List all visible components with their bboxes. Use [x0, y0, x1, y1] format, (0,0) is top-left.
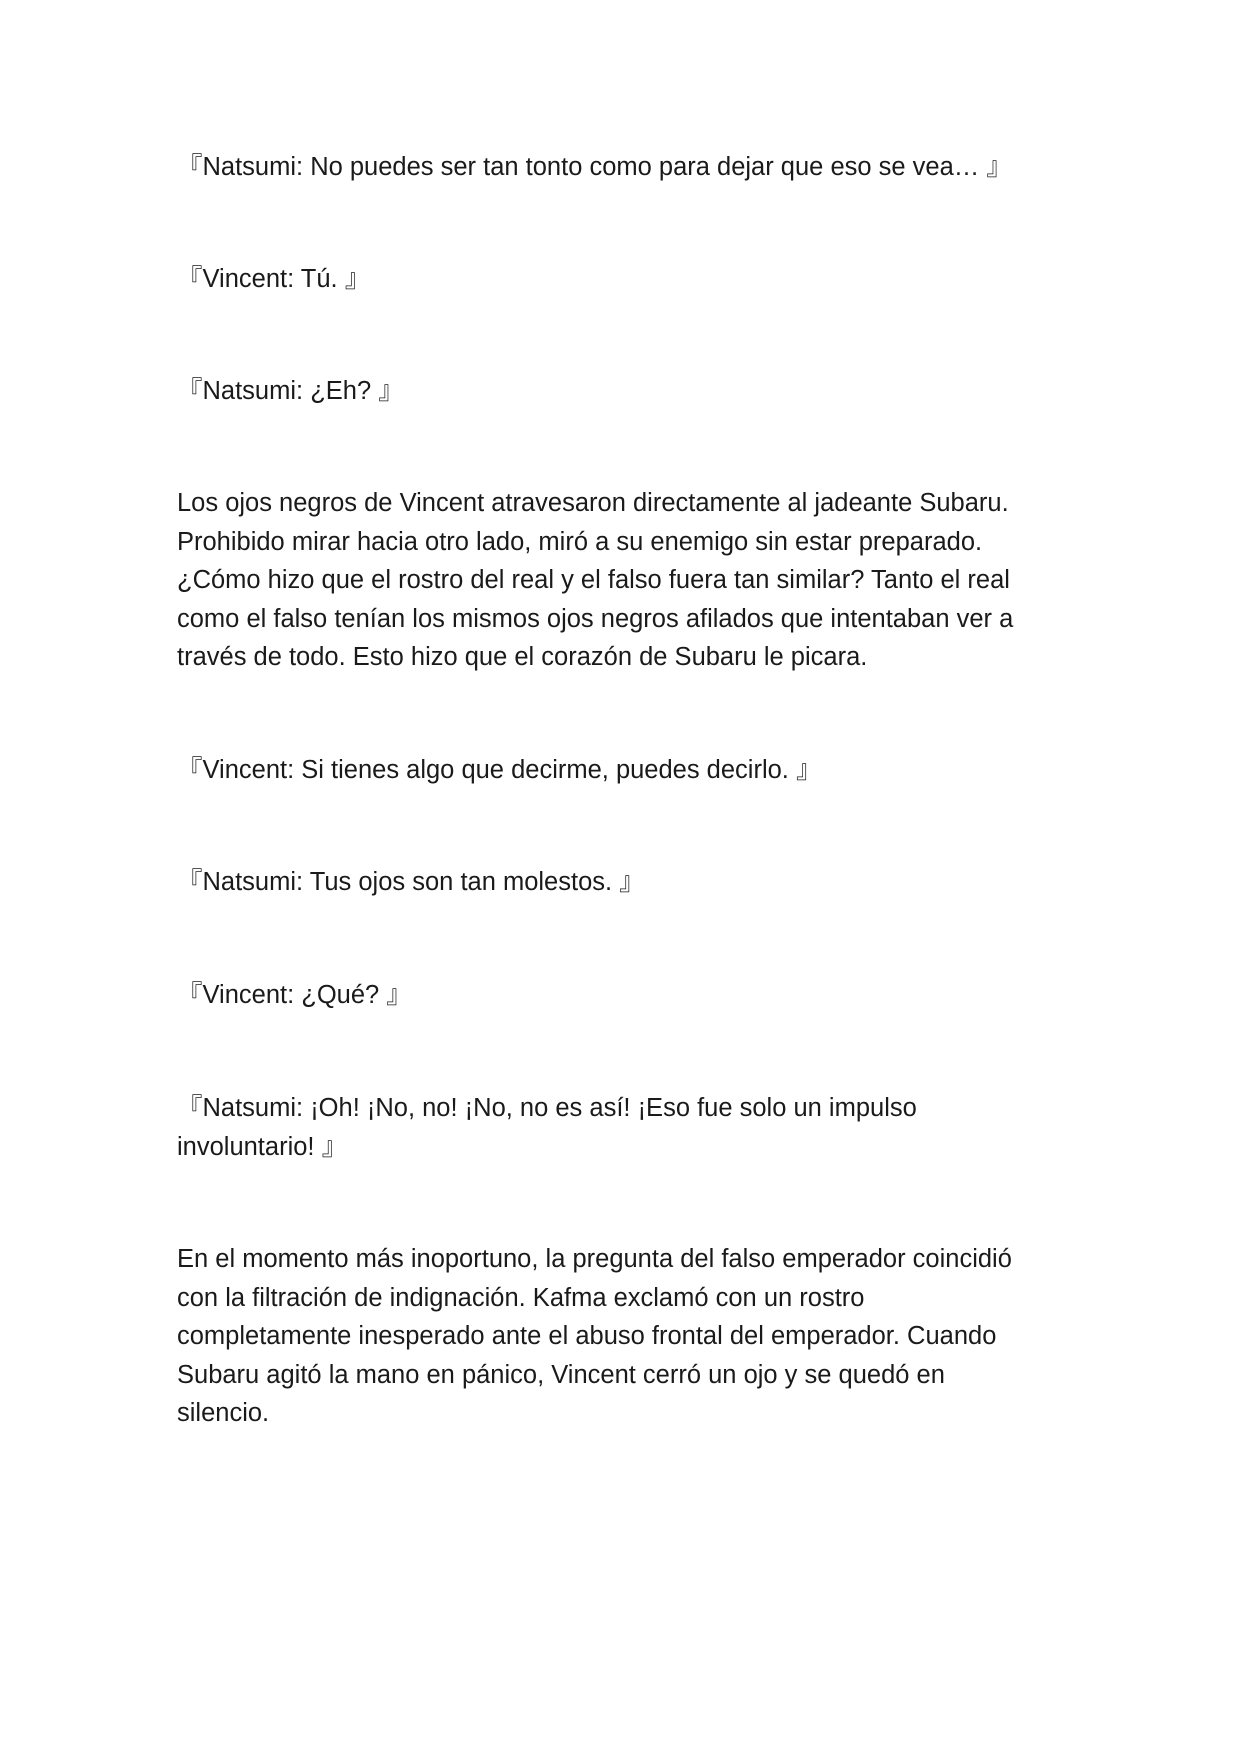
- text-line: 『Natsumi: No puedes ser tan tonto como para dejar que eso se vea… 』: [177, 153, 1012, 181]
- text-line: 『Natsumi: ¿Eh? 』: [177, 377, 404, 405]
- text-line: como el falso tenían los mismos ojos negros afilados que intentaban ver a: [177, 604, 1014, 633]
- text-line: 『Vincent: Si tienes algo que decirme, puedes decirlo. 』: [177, 756, 822, 784]
- narration-paragraph-1: [177, 484, 1077, 677]
- dialogue-natsumi-1: [177, 148, 1077, 187]
- text-line: con la filtración de indignación. Kafma exclamó con un rostro: [177, 1283, 865, 1312]
- text-line: Los ojos negros de Vincent atravesaron directamente al jadeante Subaru.: [177, 489, 1009, 517]
- text-line: 『Natsumi: Tus ojos son tan molestos. 』: [177, 868, 645, 896]
- dialogue-natsumi-4: [177, 1089, 1077, 1166]
- text-line: 『Vincent: ¿Qué? 』: [177, 981, 412, 1009]
- text-line: Subaru agitó la mano en pánico, Vincent cerró un ojo y se quedó en: [177, 1360, 945, 1389]
- narration-paragraph-2: [177, 1240, 1077, 1433]
- text-line: completamente inesperado ante el abuso frontal del emperador. Cuando: [177, 1322, 997, 1350]
- text-line: través de todo. Esto hizo que el corazón de Subaru le picara.: [177, 643, 868, 671]
- text-line: Prohibido mirar hacia otro lado, miró a su enemigo sin estar preparado.: [177, 527, 983, 556]
- text-line: En el momento más inoportuno, la pregunta del falso emperador coincidió: [177, 1245, 1012, 1273]
- text-line: silencio.: [177, 1399, 270, 1427]
- dialogue-vincent-3: [177, 976, 1077, 1015]
- text-line: ¿Cómo hizo que el rostro del real y el falso fuera tan similar? Tanto el real: [177, 566, 1010, 594]
- text-line: 『Natsumi: ¡Oh! ¡No, no! ¡No, no es así! ¡Eso fue solo un impulso: [177, 1094, 917, 1122]
- dialogue-natsumi-3: [177, 863, 1077, 902]
- dialogue-vincent-1: [177, 260, 1077, 299]
- dialogue-natsumi-2: [177, 372, 1077, 411]
- text-line: involuntario! 』: [177, 1132, 348, 1161]
- dialogue-vincent-2: [177, 751, 1077, 790]
- text-line: 『Vincent: Tú. 』: [177, 265, 371, 293]
